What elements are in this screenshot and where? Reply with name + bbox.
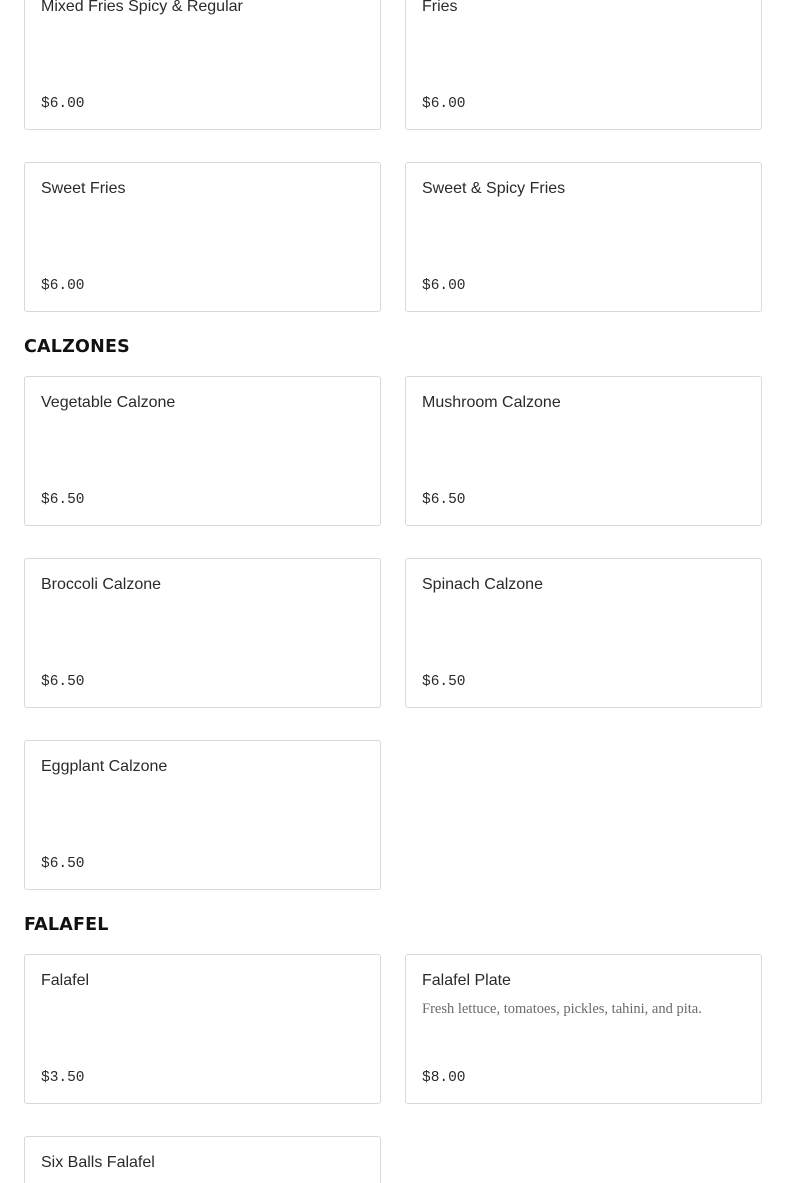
menu-item-price: $6.00 [422,96,466,112]
menu-item-name: Falafel Plate [422,972,511,989]
menu-item-name: Vegetable Calzone [41,394,176,411]
menu-item-card[interactable] [405,558,762,708]
menu-item-price: $3.50 [41,1070,85,1086]
menu-item-name: Falafel [41,972,90,989]
menu-item-name: Broccoli Calzone [41,576,162,593]
menu-item-name: Mushroom Calzone [422,394,561,411]
menu-item-name: Sweet & Spicy Fries [422,180,566,197]
menu-item-name: Eggplant Calzone [41,758,168,775]
menu-item-price: $8.00 [422,1070,466,1086]
section-title-calzones: CALZONES [24,337,130,357]
menu-item-price: $6.00 [41,278,85,294]
menu-item-card[interactable] [24,0,381,130]
menu-item-name: Six Balls Falafel [41,1154,155,1171]
menu-item-price: $6.50 [41,492,85,508]
menu-item-name: Mixed Fries Spicy & Regular [41,0,243,15]
menu-item-card[interactable] [405,0,762,130]
menu-item-card[interactable] [24,376,381,526]
menu-item-price: $6.50 [422,674,466,690]
section-title-falafel: FALAFEL [24,915,109,935]
menu-item-card[interactable] [24,954,381,1104]
menu-item-card[interactable] [24,162,381,312]
menu-item-price: $6.50 [41,856,85,872]
menu-item-price: $6.50 [422,492,466,508]
menu-item-price: $6.50 [41,674,85,690]
menu-item-description: Fresh lettuce, tomatoes, pickles, tahini, and pita. [422,1001,702,1017]
menu-item-card[interactable] [405,162,762,312]
menu-item-name: Fries [422,0,458,15]
menu-item-name: Sweet Fries [41,180,126,197]
menu-item-card[interactable] [405,376,762,526]
menu-item-card[interactable] [24,1136,381,1183]
menu-item-card[interactable] [24,558,381,708]
menu-item-price: $6.00 [422,278,466,294]
menu-item-price: $6.00 [41,96,85,112]
menu-item-card[interactable] [24,740,381,890]
menu-item-card[interactable] [405,954,762,1104]
menu-item-name: Spinach Calzone [422,576,543,593]
